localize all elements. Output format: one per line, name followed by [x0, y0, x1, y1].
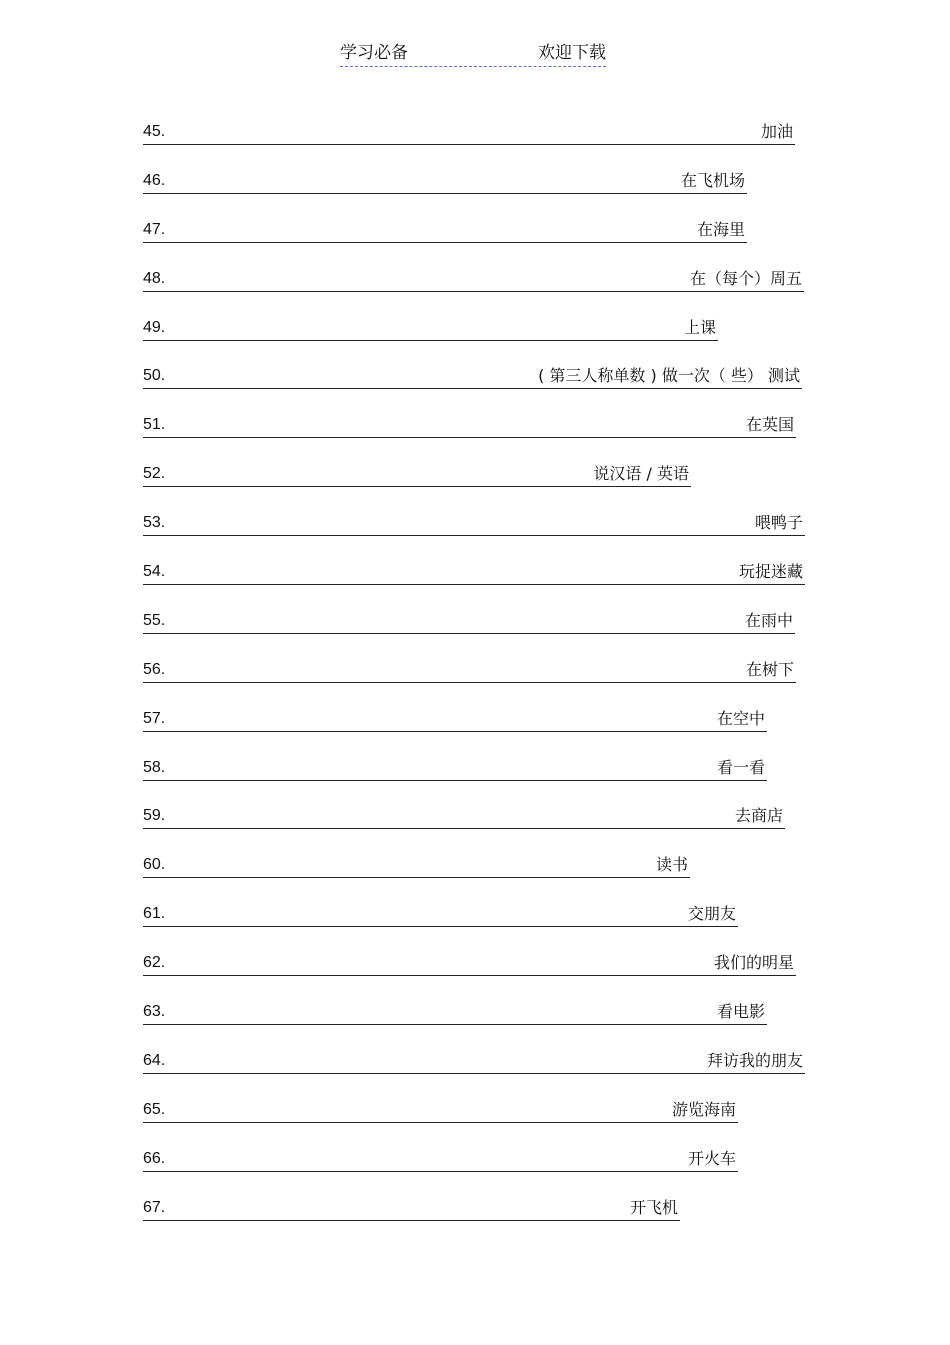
answer-blank-line[interactable] [143, 169, 747, 194]
exercise-row [143, 951, 823, 1000]
exercise-row [143, 1098, 823, 1147]
exercise-row [143, 756, 823, 805]
chinese-prompt: 在雨中 [744, 610, 793, 630]
exercise-row [143, 1196, 823, 1245]
chinese-prompt: 游览海南 [671, 1099, 736, 1119]
exercise-row [143, 462, 823, 511]
exercise-row [143, 707, 823, 756]
item-number: 65. [143, 1100, 166, 1118]
answer-blank-line[interactable] [143, 413, 796, 438]
answer-blank-line[interactable] [143, 316, 718, 341]
item-number: 63. [143, 1003, 166, 1021]
item-number: 49. [143, 318, 166, 336]
chinese-prompt: 我们的明星 [713, 953, 794, 973]
chinese-prompt: 在飞机场 [680, 170, 745, 190]
chinese-prompt: 在树下 [745, 659, 794, 679]
exercise-row [143, 364, 823, 413]
chinese-prompt: 开火车 [687, 1148, 736, 1168]
exercise-row [143, 1000, 823, 1049]
chinese-prompt: 去商店 [734, 806, 783, 826]
answer-blank-line[interactable] [143, 1147, 738, 1172]
chinese-prompt: 在英国 [745, 415, 794, 435]
item-number: 64. [143, 1051, 166, 1069]
exercise-row [143, 413, 823, 462]
answer-blank-line[interactable] [143, 364, 802, 389]
item-number: 60. [143, 856, 166, 874]
exercise-list [143, 120, 823, 1244]
exercise-row [143, 853, 823, 902]
chinese-prompt: 读书 [655, 855, 688, 875]
item-number: 52. [143, 465, 166, 483]
answer-blank-line[interactable] [143, 218, 747, 243]
exercise-row [143, 120, 823, 169]
item-number: 62. [143, 954, 166, 972]
item-number: 47. [143, 220, 166, 238]
answer-blank-line[interactable] [143, 462, 691, 487]
exercise-row [143, 218, 823, 267]
answer-blank-line[interactable] [143, 267, 804, 292]
chinese-prompt: 看一看 [716, 757, 765, 777]
answer-blank-line[interactable] [143, 1000, 767, 1025]
answer-blank-line[interactable] [143, 120, 795, 145]
answer-blank-line[interactable] [143, 1049, 805, 1074]
exercise-row [143, 560, 823, 609]
exercise-row [143, 1147, 823, 1196]
exercise-row [143, 169, 823, 218]
answer-blank-line[interactable] [143, 902, 738, 927]
answer-blank-line[interactable] [143, 658, 796, 683]
exercise-row [143, 609, 823, 658]
answer-blank-line[interactable] [143, 951, 796, 976]
item-number: 55. [143, 611, 166, 629]
item-number: 59. [143, 807, 166, 825]
page-header [340, 42, 606, 67]
item-number: 56. [143, 660, 166, 678]
exercise-row [143, 658, 823, 707]
item-number: 50. [143, 367, 166, 385]
answer-blank-line[interactable] [143, 707, 767, 732]
chinese-prompt: 玩捉迷藏 [738, 562, 803, 582]
exercise-row [143, 511, 823, 560]
item-number: 66. [143, 1149, 166, 1167]
exercise-row [143, 267, 823, 316]
item-number: 67. [143, 1198, 166, 1216]
chinese-prompt: 在海里 [696, 219, 745, 239]
chinese-prompt: 在空中 [716, 708, 765, 728]
chinese-prompt: 在（每个）周五 [689, 268, 802, 288]
header-right-text: 欢迎下载 [538, 43, 606, 63]
item-number: 57. [143, 709, 166, 727]
item-number: 58. [143, 758, 166, 776]
item-number: 48. [143, 269, 166, 287]
answer-blank-line[interactable] [143, 1196, 680, 1221]
chinese-prompt: ( 第三人称单数 ) 做一次（ 些） 测试 [538, 366, 800, 386]
answer-blank-line[interactable] [143, 756, 767, 781]
chinese-prompt: 喂鸭子 [754, 513, 803, 533]
item-number: 54. [143, 563, 166, 581]
chinese-prompt: 上课 [683, 317, 716, 337]
item-number: 53. [143, 514, 166, 532]
answer-blank-line[interactable] [143, 609, 795, 634]
item-number: 51. [143, 416, 166, 434]
answer-blank-line[interactable] [143, 804, 785, 829]
exercise-row [143, 316, 823, 365]
item-number: 61. [143, 905, 166, 923]
answer-blank-line[interactable] [143, 853, 690, 878]
chinese-prompt: 交朋友 [687, 904, 736, 924]
chinese-prompt: 说汉语 / 英语 [593, 464, 689, 484]
answer-blank-line[interactable] [143, 1098, 738, 1123]
chinese-prompt: 加油 [760, 122, 793, 141]
answer-blank-line[interactable] [143, 511, 805, 536]
item-number: 45. [143, 123, 166, 140]
header-left-text: 学习必备 [340, 43, 408, 63]
exercise-row [143, 902, 823, 951]
chinese-prompt: 开飞机 [629, 1197, 678, 1217]
chinese-prompt: 拜访我的朋友 [706, 1050, 803, 1070]
chinese-prompt: 看电影 [716, 1002, 765, 1022]
item-number: 46. [143, 171, 166, 189]
answer-blank-line[interactable] [143, 560, 805, 585]
exercise-row [143, 1049, 823, 1098]
exercise-row [143, 804, 823, 853]
